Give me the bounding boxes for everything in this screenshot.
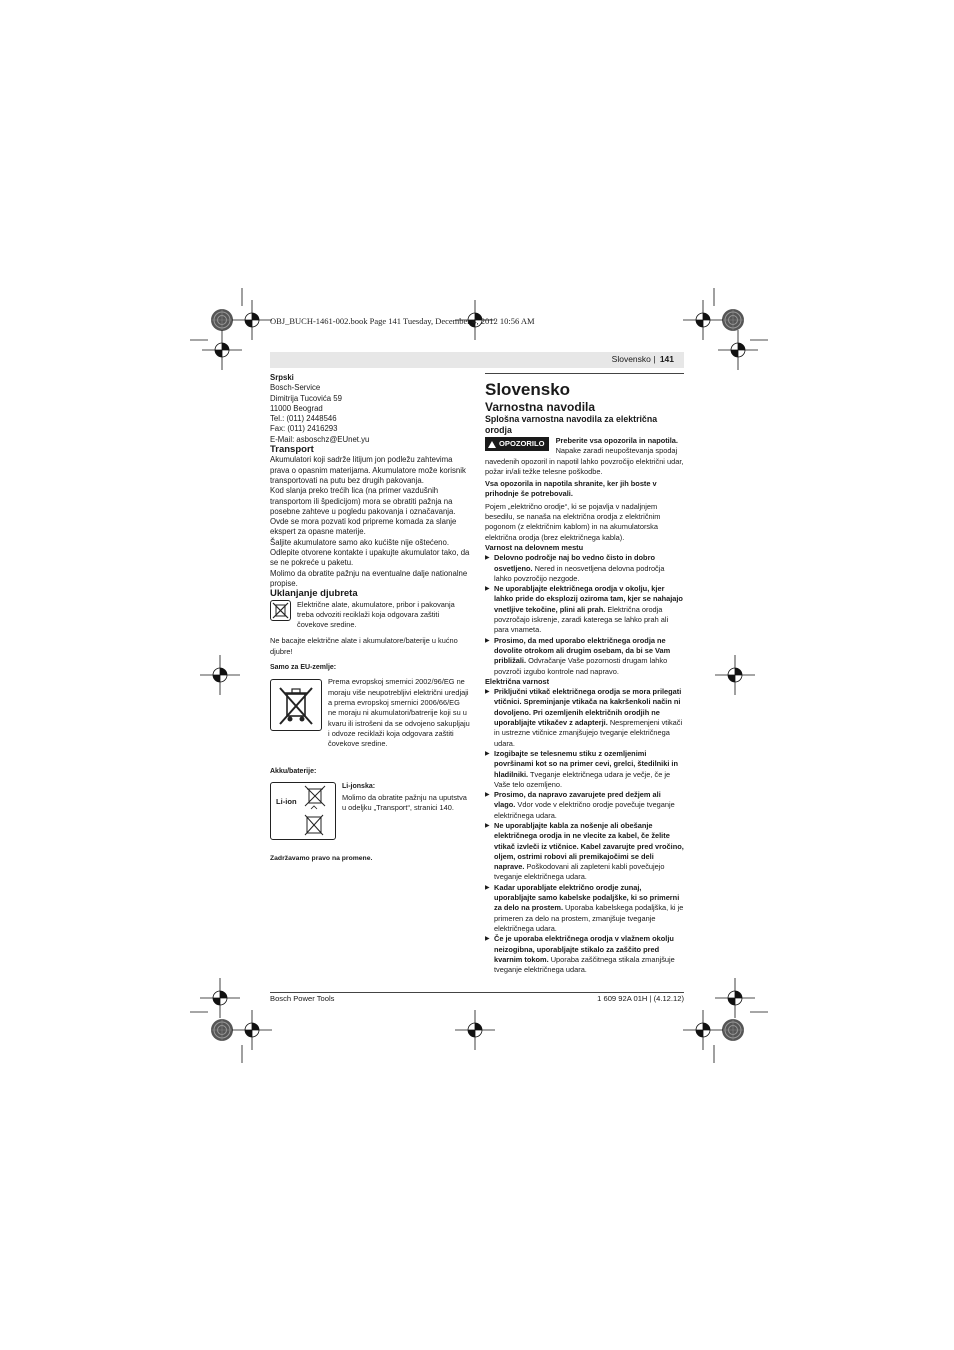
warning-badge: OPOZORILO <box>485 437 549 451</box>
left-column <box>270 373 470 864</box>
address-line: Fax: (011) 2416293 <box>270 424 338 434</box>
service-address <box>270 383 470 445</box>
list-item: ▶ Delovno področje naj bo vedno čisto in dobro osvetljeno. Nered in neosvetljena delovna področja lahko povzročijo nezgode. <box>485 553 684 584</box>
list-item: ▶ Ne uporabljajte kabla za nošenje ali obešanje električnega orodja in ne vlecite za kabel, če želite vtikač izvleči iz vtičnice. Kabel zavarujte pred vročino, oljem, ostrimi robovi ali premikajočimi se deli naprave. Poškodovani ali zapleteni kabli povečujejo tveganje električnega udara. <box>485 821 684 883</box>
eu-heading: Samo za EU-zemlje: <box>270 664 337 672</box>
li-ion-heading: Li-jonska: <box>342 782 376 790</box>
keep-instructions: Vsa opozorila in napotila shranite, ker jih boste v prihodnje še potrebovali. <box>485 479 657 499</box>
language-title: Slovensko <box>485 373 684 400</box>
disposal-paragraph: Ne bacajte električne alate i akumulatore/baterije u kućno djubre! <box>270 636 458 656</box>
section-label: Slovensko | 141 <box>611 354 674 364</box>
electrical-list <box>485 687 684 975</box>
address-line: Tel.: (011) 2448546 <box>270 414 337 424</box>
list-item: ▶ Izogibajte se telesnemu stiku z ozemljenimi površinami kot so na primer cevi, grelci, štedilniki in hladilniki. Tveganje električnega udara je večje, če je Vaše telo ozemljeno. <box>485 749 684 790</box>
list-item: ▶ Ne uporabljajte električnega orodja v okolju, kjer lahko pride do eksplozij oziroma tam, kjer se nahajajo vnetljive tekočine, plini ali prah. Električna orodja povzročajo iskrenje, zaradi katerega se lahko prah ali para vnameta. <box>485 584 684 635</box>
workplace-heading: Varnost na delovnem mestu <box>485 542 584 552</box>
transport-paragraph: Kod slanja preko trećih lica (na primer vazdušnih transportom ili špedicijom) mora se obratiti pažnja na posebne zahteve u pogledu pakovanja i označavanja. Ovde se mora pozvati kod pripreme komada za slanje ekspert za opasne materije. <box>270 486 457 537</box>
footer-left: Bosch Power Tools <box>270 994 335 1003</box>
warning-text: Napake zaradi neupoštevanja spodaj navedenih opozoril in napotil lahko povzročijo električni udar, požar in/ali težke telesne poškodbe. <box>485 446 684 476</box>
running-header <box>270 352 684 368</box>
transport-paragraph: Molimo da obratite pažnju na eventualne dalje nationalne propise. <box>270 568 468 588</box>
transport-paragraph: Akumulatori koji sadrže litijum jon podležu zahtevima prava o opasnim materijama. Akumulatore može korisnik transportovati na putu bez drugih pakovanja. <box>270 455 466 485</box>
workplace-list <box>485 553 684 677</box>
weee-bin-icon <box>270 679 322 731</box>
safety-heading: Varnostna navodila <box>485 400 596 414</box>
list-item: ▶ Priključni vtikač električnega orodja se mora prilegati vtičnici. Spreminjanje vtikača na kakršenkoli način ni dovoljeno. Pri ozemljenih električnih orodjih ne uporabljajte vtikačev z adapterji. Nespremenjeni vtikači in ustrezne vtičnice zmanjšujejo tveganje električnega udara. <box>485 687 684 749</box>
warning-block <box>485 436 684 477</box>
warning-bold-text: Preberite vsa opozorila in napotila. <box>555 436 678 445</box>
address-line: 11000 Beograd <box>270 403 323 413</box>
footer-right: 1 609 92A 01H | (4.12.12) <box>597 994 684 1003</box>
warning-triangle-icon <box>488 441 496 448</box>
footer-rule <box>270 992 684 993</box>
address-line: Dimitrija Tucovića 59 <box>270 393 342 403</box>
right-column <box>485 373 684 975</box>
list-item: ▶ Če je uporaba električnega orodja v vlažnem okolju neizogibna, uporabljajte stikalo za zaščito pred kvarnim tokom. Uporaba zaščitnega stikala zmanjšuje tveganje električnega udara. <box>485 934 684 975</box>
page-number: 141 <box>659 354 674 364</box>
reserved-note: Zadržavamo pravo na promene. <box>270 854 373 862</box>
address-line: E-Mail: asboschz@EUnet.yu <box>270 434 370 444</box>
disposal-heading: Uklanjanje djubreta <box>270 588 358 600</box>
recycle-bin-small-icon <box>270 600 291 621</box>
list-item: ▶ Prosimo, da med uporabo električnega orodja ne dovolite otrokom ali drugim osebam, da bi se Vam približali. Odvračanje Vaše pozornosti drugam lahko povzroči izgubo kontrole nad napravo. <box>485 636 684 677</box>
srpski-heading: Srpski <box>270 373 294 382</box>
definition-paragraph: Pojem „električno orodje“, ki se pojavlja v nadaljnjem besedilu, se nanaša na električna orodja z električnim pogonom (z električnim kablom) in na akumulatorska električna orodja (brez električnega kabla). <box>485 501 661 542</box>
transport-heading: Transport <box>270 444 314 456</box>
list-item: ▶ Prosimo, da napravo zavarujete pred dežjem ali vlago. Vdor vode v električno orodje povečuje tveganje električnega udara. <box>485 790 684 821</box>
transport-paragraph: Šaljite akumulatore samo ako kućište nije oštećeno. Odlepite otvorene kontakte i upakujte akumulator tako, da se ne pokreće u paketu. <box>270 537 470 568</box>
address-line: Bosch-Service <box>270 383 321 393</box>
akku-heading: Akku/baterije: <box>270 768 317 776</box>
list-item: ▶ Kadar uporabljate električno orodje zunaj, uporabljajte samo kabelske podaljške, ki so primerni za delo na prostem. Uporaba kabelskega podaljška, ki je primeren za delo na prostem, zmanjšuje tveganje električnega udara. <box>485 883 684 934</box>
li-ion-icon-label: Li-ion <box>276 796 297 806</box>
li-ion-paragraph: Molimo da obratite pažnju na uputstva u odeljku „Transport“, stranici 140. <box>342 792 467 813</box>
file-header: OBJ_BUCH-1461-002.book Page 141 Tuesday, December 4, 2012 10:56 AM <box>270 316 535 326</box>
eu-paragraph: Prema evropskoj smernici 2002/96/EG ne moraju više neupotrebljivi električni uredjaji a prema evropskoj smernici 2006/66/EG ne moraju ni akumulatori/batrerije koji su u kvaru ili istrošeni da se odvojeno sakupljaju i odvoze reciklaži koja odgovara zaštiti čovekove sredine. <box>328 677 470 749</box>
general-safety-heading: Splošna varnostna navodila za električna orodja <box>485 414 658 435</box>
disposal-paragraph: Električne alate, akumulatore, pribor i pakovanja treba odvoziti reciklaži koja odgovara zaštiti čovekove sredine. <box>297 599 455 630</box>
li-ion-battery-icon <box>270 782 336 840</box>
electrical-heading: Električna varnost <box>485 676 550 686</box>
